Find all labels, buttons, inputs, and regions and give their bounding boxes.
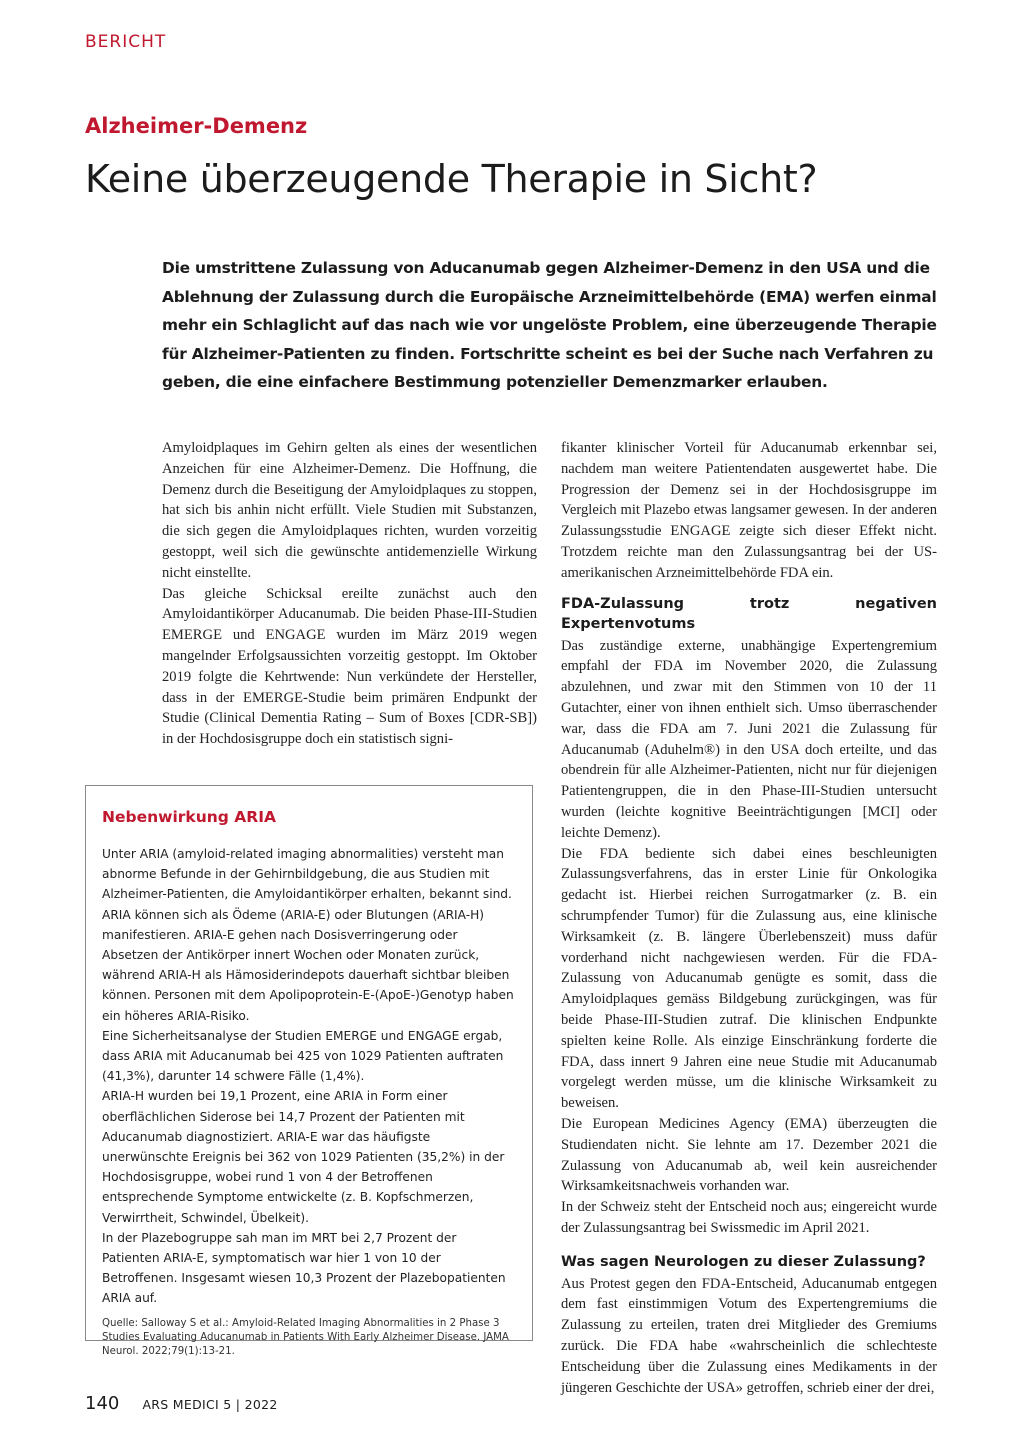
body-paragraph: Aus Protest gegen den FDA-Entscheid, Aducanumab entgegen dem fast einstimmigen Votum des Expertengremiums die Zulassung zu erteilen, traten drei Mitglieder des Gremiums zurück. Die FDA habe «wahrscheinlich die schlechteste Entscheidung über die Zulassung eines Medikaments in der jüngeren Geschichte der USA» getroffen, schrieb einer der drei,	[561, 1275, 937, 1396]
section-heading: FDA-Zulassung trotz negativen Expertenvotums	[561, 595, 937, 632]
right-column	[561, 438, 937, 1398]
box-source: Quelle: Salloway S et al.: Amyloid-Related Imaging Abnormalities in 2 Phase 3 Studies Evaluating Aducanumab in Patients With Early Alzheimer Disease. JAMA Neurol. 2022;79(1):13-21.	[102, 1317, 509, 1357]
box-paragraph: In der Plazebogruppe sah man im MRT bei 2,7 Prozent der Patienten ARIA-E, symptomatisch war hier 1 von 10 der Betroffenen. Insgesamt wiesen 10,3 Prozent der Plazebopatienten ARIA auf.	[102, 1230, 506, 1306]
box-paragraph: Eine Sicherheitsanalyse der Studien EMERGE und ENGAGE ergab, dass ARIA mit Aducanumab bei 425 von 1029 Patienten auftraten (41,3%), darunter 14 schwere Fälle (1,4%).	[102, 1028, 504, 1084]
box-title: Nebenwirkung ARIA	[102, 808, 276, 826]
page-footer	[85, 1393, 278, 1414]
body-paragraph: Das zuständige externe, unabhängige Expertengremium empfahl der FDA im November 2020, die Zulassung abzulehnen, und zwar mit den Stimmen von 10 der 11 Gutachter, einer von ihnen enthielt sich. Umso überraschender war, dass die FDA am 7. Juni 2021 die Zulassung für Aducanumab (Aduhelm®) in den USA doch erteilte, und das obendrein für alle Alzheimer-Patienten, nicht nur für diejenigen Patientengruppen, die in den Phase-III-Studien untersucht wurden (leichte kognitive Beeinträchtigungen [MCI] oder leichte Demenz).	[561, 637, 937, 841]
left-column	[162, 438, 537, 750]
journal-issue: ARS MEDICI 5 | 2022	[142, 1397, 278, 1412]
box-paragraph: ARIA-H wurden bei 19,1 Prozent, eine ARIA in Form einer oberflächlichen Siderose bei 14,7 Prozent der Patienten mit Aducanumab diagnostiziert. ARIA-E war das häufigste unerwünschte Ereignis bei 362 von 1029 Patienten (35,2%) in der Hochdosisgruppe, wobei rund 1 von 4 der Betroffenen entsprechende Symptome entwickelte (z. B. Kopfschmerzen, Verwirrtheit, Schwindel, Übelkeit).	[102, 1089, 505, 1225]
body-paragraph: In der Schweiz steht der Entscheid noch aus; eingereicht wurde der Zulassungsantrag bei Swissmedic im April 2021.	[561, 1199, 937, 1236]
article-lead: Die umstrittene Zulassung von Aducanumab gegen Alzheimer-Demenz in den USA und die Ablehnung der Zulassung durch die Europäische Arzneimittelbehörde (EMA) werfen einmal mehr ein Schlaglicht auf das nach wie vor ungelöste Problem, eine überzeugende Therapie für Alzheimer-Patienten zu finden. Fortschritte scheint es bei der Suche nach Verfahren zu geben, die eine einfachere Bestimmung potenzieller Demenzmarker erlauben.	[162, 259, 937, 392]
body-paragraph: Die FDA bediente sich dabei eines beschleunigten Zulassungsverfahrens, das in erster Linie für Onkologika gedacht ist. Hierbei reichen Surrogatmarker (z. B. ein schrumpfender Tumor) für die Zulassung aus, eine klinische Wirksamkeit (z. B. längere Überlebenszeit) muss dafür vorderhand nicht nachgewiesen werden. Für die FDA-Zulassung von Aducanumab genügte es somit, dass die Amyloidplaques gemäss Bildgebung zurückgingen, was für beide Phase-III-Studien zutraf. Die klinischen Endpunkte spielten keine Rolle. Als einzige Einschränkung forderte die FDA, dass innert 9 Jahren eine neue Studie mit Aducanumab vorgelegt werden müsse, um die klinische Wirksamkeit zu beweisen.	[561, 845, 937, 1112]
sidebar-box-aria	[85, 785, 533, 1357]
body-paragraph: Das gleiche Schicksal ereilte zunächst auch den Amyloidantikörper Aducanumab. Die beiden Phase-III-Studien EMERGE und ENGAGE wurden im März 2019 wegen mangelnder Erfolgsaussichten vorzeitig gestoppt. Im Oktober 2019 folgte die Kehrtwende: Nun verkündete der Hersteller, dass in der EMERGE-Studie beim primären Endpunkt der Studie (Clinical Dementia Rating – Sum of Boxes [CDR-SB]) in der Hochdosisgruppe doch ein statistisch signi-	[162, 585, 537, 748]
article-kicker: Alzheimer-Demenz	[85, 114, 308, 138]
box-paragraph: Unter ARIA (amyloid-related imaging abnormalities) versteht man abnorme Befunde in der Gehirnbildgebung, die aus Studien mit Alzheimer-Patienten, die Amyloidantikörper erhalten, bekannt sind. ARIA können sich als Ödeme (ARIA-E) oder Blutungen (ARIA-H) manifestieren. ARIA-E gehen nach Dosisverringerung oder Absetzen der Antikörper innert Wochen oder Monaten zurück, während ARIA-H als Hämosiderindepots dauerhaft sichtbar bleiben können. Personen mit dem Apolipoprotein-E-(ApoE-)Genotyp haben ein höheres ARIA-Risiko.	[102, 847, 514, 1023]
body-paragraph: fikanter klinischer Vorteil für Aducanumab erkennbar sei, nachdem man weitere Patientendaten ausgewertet habe. Die Progression der Demenz sei in der Hochdosisgruppe im Vergleich mit Plazebo etwas langsamer gewesen. In der anderen Zulassungsstudie ENGAGE zeigte sich dieser Effekt nicht. Trotzdem reichte man den Zulassungsantrag bei der US-amerikanischen Arzneimittelbehörde FDA ein.	[561, 440, 937, 581]
article-title: Keine überzeugende Therapie in Sicht?	[85, 157, 818, 201]
page-number: 140	[85, 1393, 120, 1414]
section-heading: Was sagen Neurologen zu dieser Zulassung?	[561, 1253, 926, 1270]
section-label: BERICHT	[85, 32, 167, 52]
body-paragraph: Amyloidplaques im Gehirn gelten als eines der wesentlichen Anzeichen für eine Alzheimer-Demenz. Die Hoffnung, die Demenz durch die Beseitigung der Amyloidplaques zu stoppen, hat sich bis anhin nicht erfüllt. Viele Studien mit Substanzen, die sich gegen die Amyloidplaques richten, wurden vorzeitig gestoppt, weil sich die gewünschte antidemenzielle Wirkung nicht einstellte.	[162, 440, 537, 581]
body-paragraph: Die European Medicines Agency (EMA) überzeugten die Studiendaten nicht. Sie lehnte am 17. Dezember 2021 die Zulassung von Aducanumab ab, weil kein ausreichender Wirksamkeitsnachweis vorhanden war.	[561, 1115, 937, 1195]
